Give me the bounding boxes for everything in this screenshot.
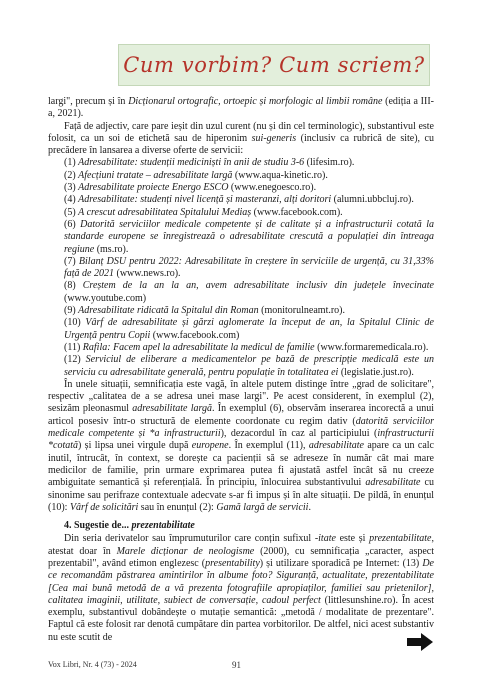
italic-run: De ce recomandăm păstrarea amintirilor în albume foto? Siguranță, actualitate, prezentabilitate [Cea mai bună metodă de a vă prezenta fotografiile apropiaților, familiei sau prietenilor], calitatea imaginii, utilitate, subiect de conversație, cadoul perfect: [48, 557, 434, 606]
example-item: [48, 256, 434, 281]
example-source: (2): [64, 169, 79, 181]
italic-run: infrastructurii *cotată: [48, 428, 434, 452]
example-source: (1): [64, 157, 79, 169]
example-source: (monitorulneamt.ro).: [258, 305, 346, 317]
example-item: [48, 354, 434, 379]
text-run: Față de adjectiv, care pare ieșit din uzul curent (nu și din cel terminologic), substantivul este folosit, ca un soi de etichetă sau de hiperonim: [48, 120, 434, 144]
text-run: (littlesunshine.ro). În acest exemplu, substantivul dobândește o mutație semantică: „metodă / modalitate de prezentare". Faptul că este folosit rar denotă cumpătare din partea vorbitorilor. De altfel, nici acest substantiv nu este scutit de: [48, 594, 434, 643]
banner-title: Cum vorbim? Cum scriem?: [123, 53, 425, 77]
examples-list: [48, 157, 434, 378]
text-run: Din seria derivatelor sau împrumuturilor care conțin sufixul: [64, 533, 315, 545]
text-run: ) și utilizare sporadică pe Internet: (13): [259, 557, 423, 569]
example-item: [48, 170, 434, 182]
italic-run: datorită serviciilor medicale competente și *a infrastructurii: [48, 415, 434, 440]
example-item: [48, 219, 434, 256]
text-run: În unele situații, semnificația este vagă, în altele putem distinge între „grad de solicitare", respectiv „calitatea de a se adresa unei mase largi". Pe acest considerent, în exemplul (2), sesizăm pleonasmul: [48, 378, 434, 415]
paragraph-3: [48, 533, 434, 644]
example-source: (8): [64, 280, 83, 292]
italic-run: prezentabilitate: [369, 533, 432, 545]
intro-text: largi", precum și în: [48, 96, 129, 107]
section-heading-title: 4. Sugestie de...: [64, 520, 132, 532]
example-item: [48, 194, 434, 206]
italic-run: Marele dicționar de neologisme: [116, 545, 255, 557]
example-source: (11): [64, 341, 83, 353]
article-body: [48, 96, 434, 644]
text-run: apare ca un calc inutil, întrucât, în context, se dorește ca pacienții să se adreseze în număr cât mai mare medicilor de familie, prin urmare exprimarea putea fi ajustată astfel încât să nu creeze ambiguitate semantică și referențială. În principiu, înlocuirea substantivului: [48, 440, 434, 489]
text-run: ), dezacordul în caz al participiului (: [220, 428, 378, 440]
example-quote: Rafila: Facem apel la adresabilitate la medicul de familie: [82, 341, 315, 353]
example-item: [48, 342, 434, 354]
example-source: (12): [64, 354, 86, 366]
example-source: (www.facebook.com): [150, 329, 240, 341]
italic-run: sui-generis: [251, 132, 297, 144]
italic-run: Vârf de solicitări: [69, 501, 139, 513]
text-run: , atestat doar în: [48, 533, 434, 557]
example-quote: Adresabilitate ridicată la Spitalul din Roman: [78, 305, 259, 317]
text-run: (inclusiv ca rubrică de site), cu precădere în lansarea a diverse oferte de servicii:: [48, 132, 434, 157]
example-source: (10): [64, 317, 86, 329]
italic-run: europene: [191, 440, 229, 452]
paragraph-1: [48, 121, 434, 158]
italic-run: adresabilitate: [308, 440, 364, 452]
example-source: (legislatie.just.ro).: [338, 366, 414, 378]
italic-run: adresabilitate largă: [132, 403, 212, 415]
next-page-arrow-icon: [407, 633, 433, 651]
text-run: este și: [335, 533, 370, 545]
italic-run: -itate: [314, 533, 336, 545]
example-source: (www.facebook.com).: [251, 206, 343, 218]
example-quote: Afecțiuni tratate – adresabilitate largă: [78, 169, 233, 181]
text-run: (2000), cu semnificația „caracter, aspect prezentabil", având etimon englezesc (: [48, 545, 435, 569]
dictionary-title: Dicționarul ortografic, ortoepic și morfologic al limbii române: [128, 96, 383, 107]
example-quote: Adresabilitate proiecte Energo ESCO: [78, 182, 229, 194]
text-run: sau în enunțul (2):: [138, 501, 217, 513]
example-quote: Vârf de adresabilitate și gărzi aglomerate la început de an, la Spitalul Clinic de Urgență pentru Copii: [64, 317, 434, 341]
example-item: [48, 280, 434, 305]
text-run: cu sinonime sau perifraze contextuale adecvate s-ar fi impus și în alte situații. De pildă, în enunțul (10):: [48, 477, 434, 513]
italic-run: adresabilitate: [365, 477, 421, 489]
example-source: (www.enegoesco.ro).: [228, 182, 317, 194]
example-quote: Adresabilitate: studenți nivel licență și masteranzi, alți doritori: [78, 194, 332, 206]
example-source: (www.aqua-kinetic.ro).: [232, 169, 328, 181]
example-quote: Adresabilitate: studenții mediciniști în anii de studiu 3-6: [78, 157, 305, 169]
text-run: .: [308, 501, 311, 513]
example-source: (5): [64, 206, 79, 218]
example-quote: A crescut adresabilitatea Spitalului Mediaș: [78, 206, 252, 218]
text-run: . În exemplul (11),: [228, 440, 309, 452]
text-run: ) și lipsa unei virgule după: [78, 440, 192, 452]
example-item: [48, 317, 434, 342]
section-heading-word: prezentabilitate: [131, 520, 195, 532]
italic-run: presentability: [205, 557, 260, 569]
example-item: [48, 305, 434, 317]
example-source: (4): [64, 194, 79, 206]
example-item: [48, 182, 434, 194]
section-heading: [48, 520, 434, 532]
example-item: [48, 207, 434, 219]
example-item: [48, 157, 434, 169]
journal-footer: Vox Libri, Nr. 4 (73) - 2024: [48, 660, 137, 669]
section-banner: [118, 44, 430, 86]
intro-text-end: (ediția a III-a, 2021).: [48, 96, 434, 120]
example-source: (alumni.ubbcluj.ro).: [331, 194, 414, 206]
example-quote: Creștem de la an la an, avem adresabilitate inclusiv din județele învecinate: [82, 280, 434, 292]
example-source: (ms.ro).: [94, 243, 129, 255]
example-source: (3): [64, 182, 79, 194]
paragraph-2: [48, 379, 434, 514]
text-run: . În exemplul (6), observăm inserarea incorectă a unui articol posesiv într-o structură de elemente coordonate cu regim dativ (: [48, 403, 434, 427]
intro-paragraph: [48, 96, 434, 121]
example-source: (6): [64, 218, 81, 230]
example-quote: Serviciul de eliberare a medicamentelor pe bază de prescripție medicală este un serviciu cu adresabilitate generală, pentru populație în totalitatea ei: [64, 354, 434, 378]
example-source: (7): [64, 255, 79, 267]
example-source: (www.news.ro).: [114, 268, 181, 280]
italic-run: Gamă largă de servicii: [216, 501, 309, 513]
example-quote: Bilanț DSU pentru 2022: Adresabilitate în creștere în serviciile de urgență, cu 31,33% față de 2021: [64, 255, 434, 280]
example-quote: Datorită serviciilor medicale competente și de calitate și a infrastructurii cotată la standarde europene se înregistrează o adresabilitate crescută a populației din întreaga regiune: [64, 218, 434, 255]
example-source: (9): [64, 305, 79, 317]
page-number: 91: [232, 660, 241, 670]
example-source: (lifesim.ro).: [304, 157, 355, 169]
example-source: (www.youtube.com): [64, 292, 147, 304]
example-source: (www.formaremedicala.ro).: [314, 341, 429, 353]
